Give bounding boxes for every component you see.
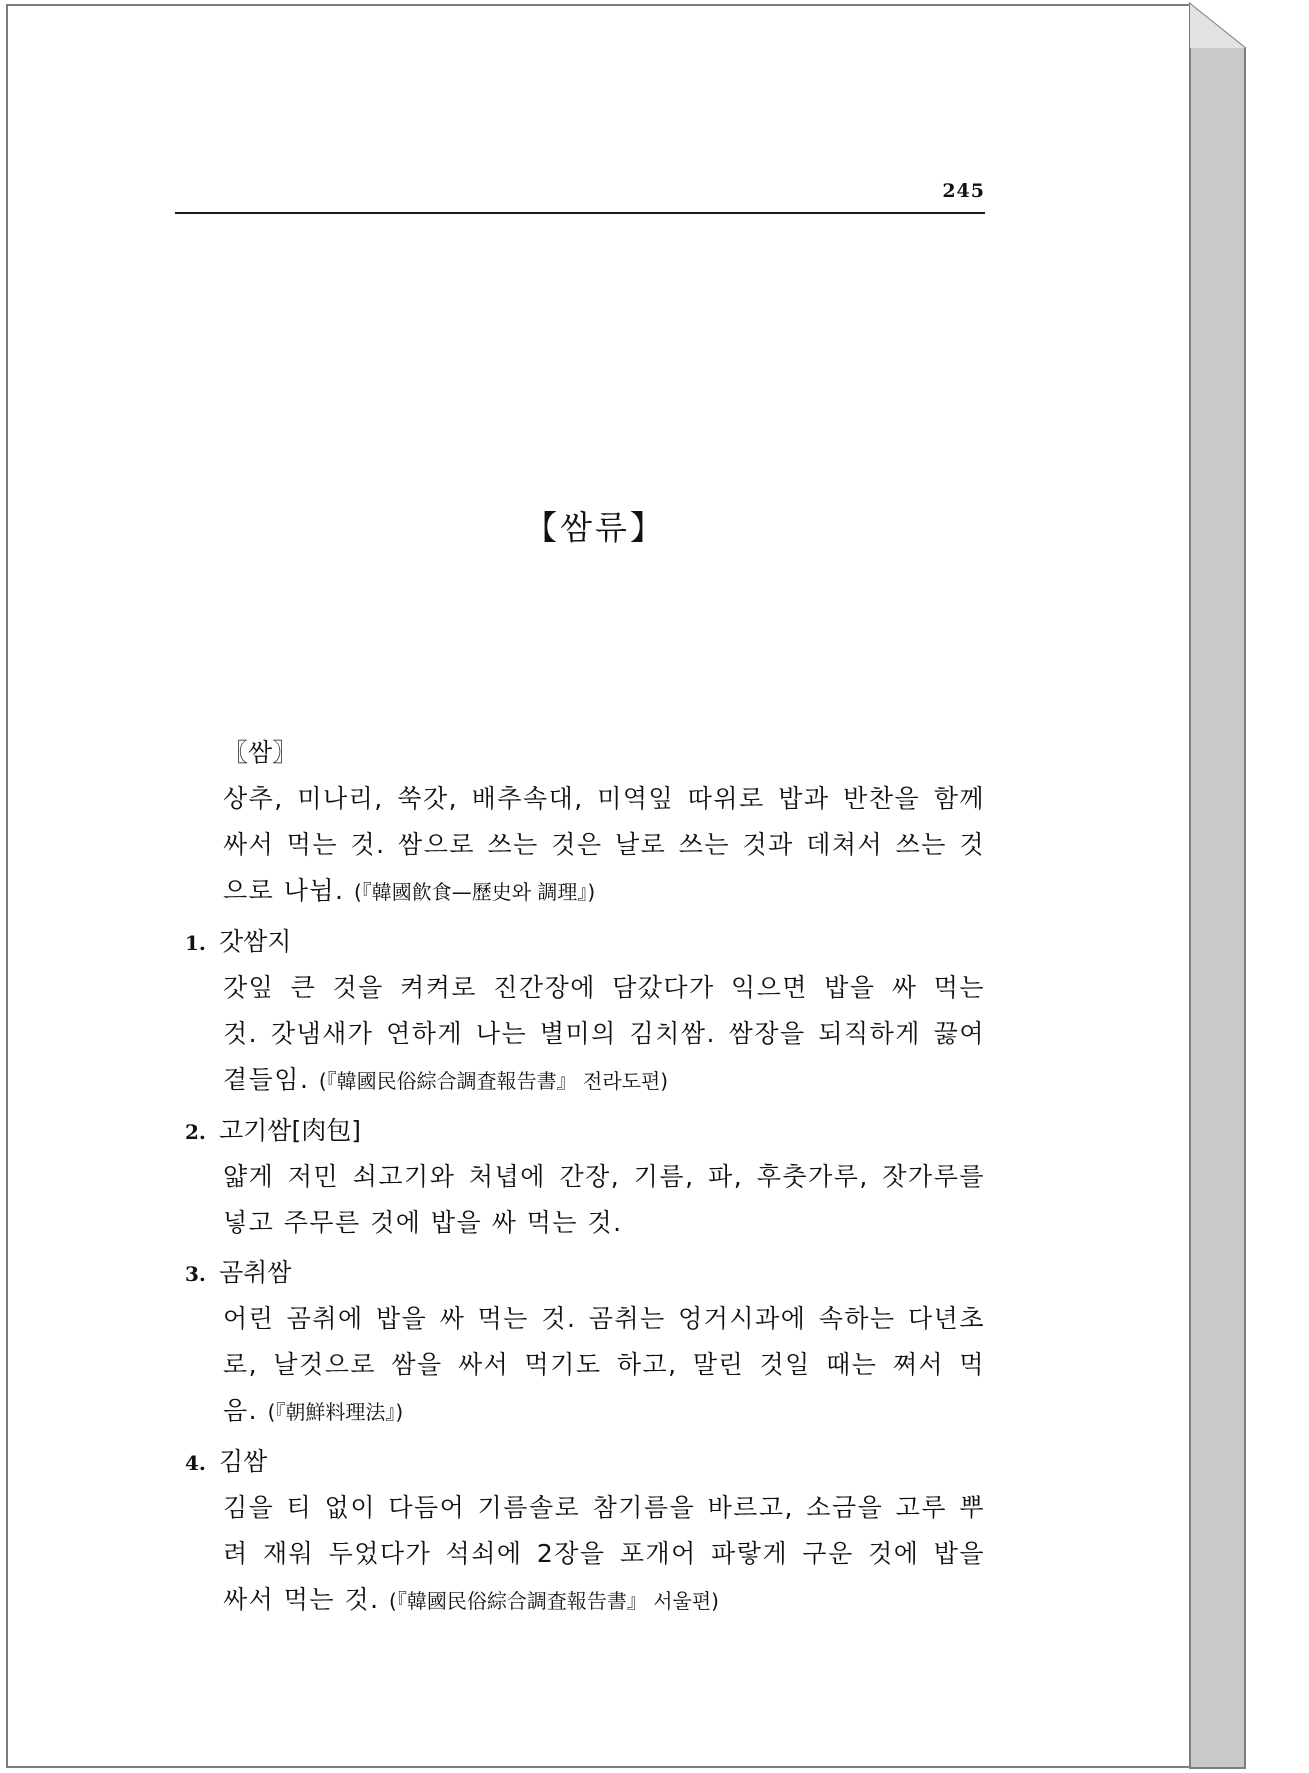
intro-source: (『韓國飮食—歷史와 調理』) xyxy=(353,880,596,904)
entry-line: 로, 날것으로 쌈을 싸서 먹기도 하고, 말린 것일 때는 쪄서 먹 xyxy=(223,1350,985,1379)
entry-line xyxy=(223,1057,985,1104)
entry-2 xyxy=(185,1108,985,1246)
entry-3 xyxy=(185,1250,985,1435)
entry-title: 고기쌈[肉包] xyxy=(219,1116,361,1145)
body-text xyxy=(185,730,985,1628)
entry-number: 4. xyxy=(185,1451,206,1475)
entry-line: 김을 티 없이 다듬어 기름솔로 참기름을 바르고, 소금을 고루 뿌 xyxy=(223,1493,985,1522)
entry-title: 김쌈 xyxy=(219,1447,268,1476)
entry-line: 어린 곰취에 밥을 싸 먹는 것. 곰취는 엉거시과에 속하는 다년초 xyxy=(223,1304,985,1333)
entry-number: 2. xyxy=(185,1120,206,1144)
entry-number: 1. xyxy=(185,931,206,955)
intro-heading: 〖쌈〗 xyxy=(223,738,298,767)
intro-line: 상추, 미나리, 쑥갓, 배추속대, 미역잎 따위로 밥과 반찬을 함께 xyxy=(223,784,985,813)
intro-description xyxy=(185,776,985,915)
entry-description xyxy=(185,1485,985,1624)
entry-line-text: 곁들임. xyxy=(223,1065,310,1094)
entry-line: 려 재워 두었다가 석쇠에 2장을 포개어 파랗게 구운 것에 밥을 xyxy=(223,1539,985,1568)
entry-line: 갓잎 큰 것을 켜켜로 진간장에 담갔다가 익으면 밥을 싸 먹는 xyxy=(223,973,985,1002)
running-head xyxy=(175,180,985,214)
entry-line: 얇게 저민 쇠고기와 처녑에 간장, 기름, 파, 후춧가루, 잣가루를 xyxy=(223,1162,985,1191)
entry-line: 것. 갓냄새가 연하게 나는 별미의 김치쌈. 쌈장을 되직하게 끓여 xyxy=(223,1019,985,1048)
entry-heading xyxy=(185,919,985,965)
entry-title: 갓쌈지 xyxy=(219,927,292,956)
entry-source: (『朝鮮料理法』) xyxy=(267,1400,404,1424)
entry-description xyxy=(185,1296,985,1435)
entry-line-text: 음. xyxy=(223,1396,259,1425)
entry-line xyxy=(223,1388,985,1435)
entry-heading xyxy=(185,1108,985,1154)
entry-number: 3. xyxy=(185,1262,206,1286)
intro-line: 싸서 먹는 것. 쌈으로 쓰는 것은 날로 쓰는 것과 데쳐서 쓰는 것 xyxy=(223,830,985,859)
entry-title: 곰취쌈 xyxy=(219,1258,292,1287)
intro-line-text: 으로 나뉨. xyxy=(223,876,345,905)
entry-1 xyxy=(185,919,985,1104)
section-title: 【쌈류】 xyxy=(524,508,666,547)
entry-description xyxy=(185,965,985,1104)
page-number: 245 xyxy=(942,180,985,202)
entry-4 xyxy=(185,1439,985,1624)
entry-line xyxy=(223,1577,985,1624)
entry-source: (『韓國民俗綜合調査報告書』 서울편) xyxy=(389,1589,719,1613)
entry-line-text: 싸서 먹는 것. xyxy=(223,1585,380,1614)
intro-entry xyxy=(185,730,985,915)
intro-line xyxy=(223,868,985,915)
entry-line: 넣고 주무른 것에 밥을 싸 먹는 것. xyxy=(223,1208,623,1237)
entry-heading xyxy=(185,1439,985,1485)
entry-heading xyxy=(185,1250,985,1296)
entry-source: (『韓國民俗綜合調査報告書』 전라도편) xyxy=(318,1069,669,1093)
entry-description xyxy=(185,1154,985,1246)
